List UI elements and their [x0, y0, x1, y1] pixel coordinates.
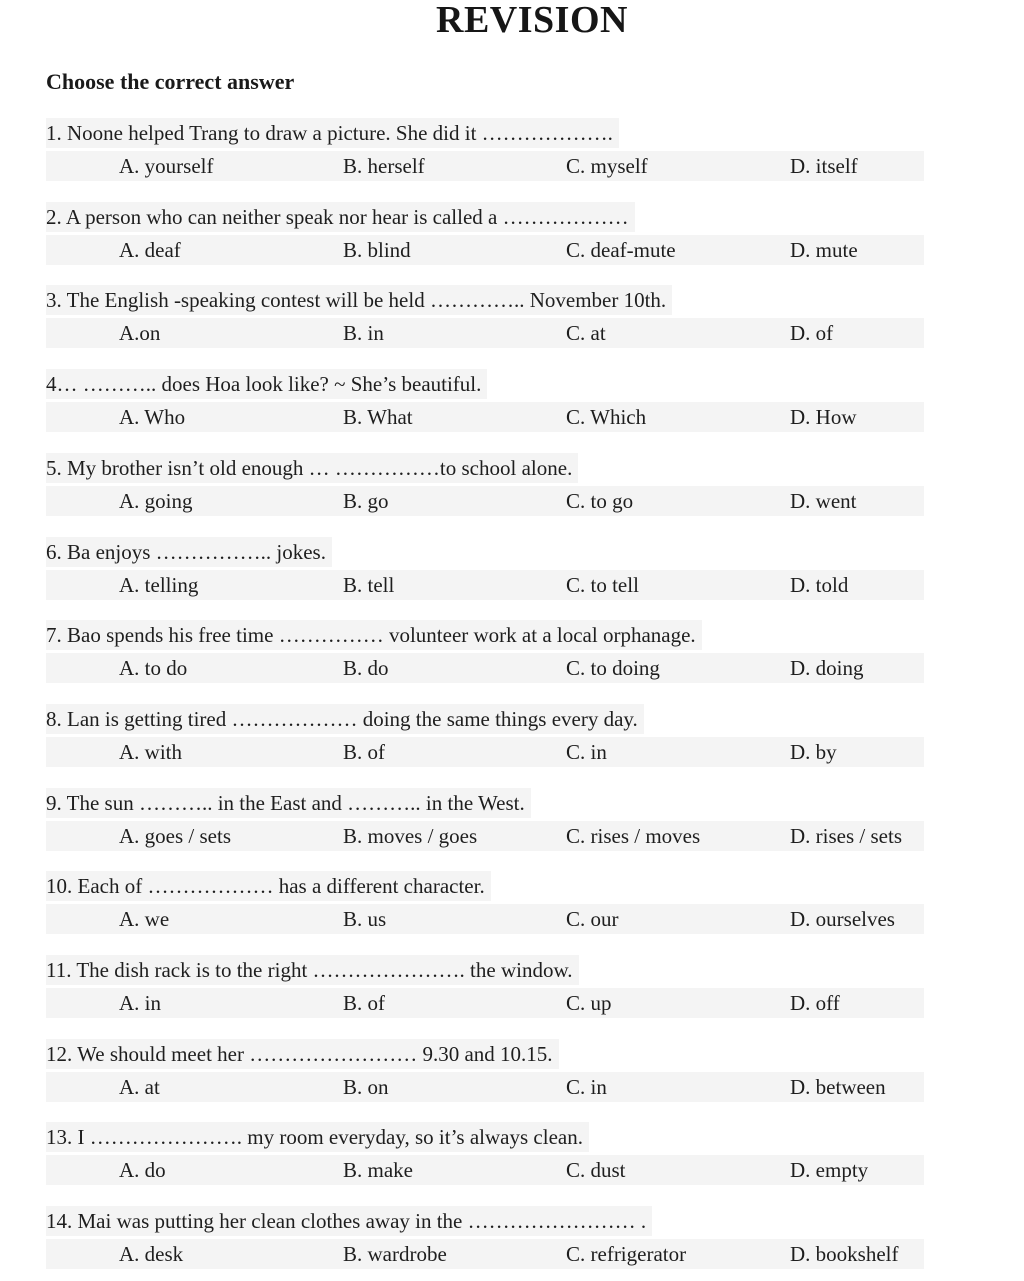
answer-option: B. wardrobe — [343, 1242, 447, 1266]
answer-option: D. went — [790, 489, 857, 513]
answer-option: C. at — [566, 321, 606, 345]
question-stem: 1. Noone helped Trang to draw a picture. She did it ………………. — [46, 118, 619, 148]
answer-option: B. us — [343, 907, 387, 931]
question-6 — [0, 537, 1024, 607]
question-3 — [0, 285, 1024, 355]
answer-option: C. our — [566, 907, 619, 931]
answer-option: A. with — [119, 740, 182, 764]
answer-option: C. deaf-mute — [566, 238, 676, 262]
answer-options — [46, 1239, 924, 1269]
answer-option: A. desk — [119, 1242, 184, 1266]
answer-options — [46, 570, 924, 600]
question-14 — [0, 1206, 1024, 1276]
answer-options — [46, 151, 924, 181]
question-4 — [0, 369, 1024, 439]
answer-option: A. telling — [119, 573, 199, 597]
question-1 — [0, 118, 1024, 188]
question-12 — [0, 1039, 1024, 1109]
answer-option: D. of — [790, 321, 834, 345]
question-stem: 8. Lan is getting tired ……………… doing the same things every day. — [46, 704, 644, 734]
answer-option: C. dust — [566, 1158, 626, 1182]
answer-option: D. told — [790, 573, 849, 597]
answer-option: D. How — [790, 405, 857, 429]
answer-option: A. we — [119, 907, 170, 931]
question-8 — [0, 704, 1024, 774]
question-stem: 4… ……….. does Hoa look like? ~ She’s beautiful. — [46, 369, 487, 399]
answer-option: C. in — [566, 740, 607, 764]
question-stem: 2. A person who can neither speak nor hear is called a ……………… — [46, 202, 635, 232]
question-stem: 5. My brother isn’t old enough … ……………to school alone. — [46, 453, 578, 483]
answer-option: C. up — [566, 991, 612, 1015]
answer-option: D. ourselves — [790, 907, 895, 931]
answer-options — [46, 988, 924, 1018]
answer-options — [46, 737, 924, 767]
question-stem: 14. Mai was putting her clean clothes away in the …………………… . — [46, 1206, 652, 1236]
answer-option: D. bookshelf — [790, 1242, 899, 1266]
instruction: Choose the correct answer — [46, 69, 295, 94]
answer-option: C. myself — [566, 154, 648, 178]
answer-option: A. do — [119, 1158, 166, 1182]
answer-options — [46, 821, 924, 851]
answer-option: D. mute — [790, 238, 858, 262]
answer-option: A. to do — [119, 656, 188, 680]
answer-option: D. off — [790, 991, 840, 1015]
answer-option: A. Who — [119, 405, 186, 429]
answer-options — [46, 402, 924, 432]
answer-options — [46, 486, 924, 516]
question-7 — [0, 620, 1024, 690]
answer-option: A. in — [119, 991, 161, 1015]
question-stem: 12. We should meet her …………………… 9.30 and 10.15. — [46, 1039, 559, 1069]
answer-option: B. on — [343, 1075, 389, 1099]
question-9 — [0, 788, 1024, 858]
answer-option: C. refrigerator — [566, 1242, 687, 1266]
answer-option: A. goes / sets — [119, 824, 231, 848]
question-stem: 3. The English -speaking contest will be held ………….. November 10th. — [46, 285, 672, 315]
answer-options — [46, 904, 924, 934]
answer-option: C. rises / moves — [566, 824, 701, 848]
answer-option: B. make — [343, 1158, 413, 1182]
answer-option: A.on — [119, 321, 161, 345]
question-stem: 11. The dish rack is to the right …………………. the window. — [46, 955, 579, 985]
answer-option: B. in — [343, 321, 384, 345]
question-stem: 13. I …………………. my room everyday, so it’s always clean. — [46, 1122, 589, 1152]
answer-option: D. doing — [790, 656, 864, 680]
answer-option: B. moves / goes — [343, 824, 478, 848]
answer-option: B. tell — [343, 573, 395, 597]
answer-option: A. yourself — [119, 154, 214, 178]
answer-option: B. of — [343, 991, 385, 1015]
answer-options — [46, 235, 924, 265]
answer-option: A. at — [119, 1075, 160, 1099]
answer-option: B. do — [343, 656, 389, 680]
question-13 — [0, 1122, 1024, 1192]
answer-option: C. to tell — [566, 573, 639, 597]
question-5 — [0, 453, 1024, 523]
question-stem: 7. Bao spends his free time …………… volunteer work at a local orphanage. — [46, 620, 702, 650]
answer-option: A. going — [119, 489, 193, 513]
answer-options — [46, 318, 924, 348]
answer-options — [46, 653, 924, 683]
question-stem: 6. Ba enjoys …………….. jokes. — [46, 537, 332, 567]
answer-option: C. to go — [566, 489, 634, 513]
answer-option: C. to doing — [566, 656, 660, 680]
answer-option: C. in — [566, 1075, 607, 1099]
page-title: REVISION — [436, 0, 628, 41]
answer-option: D. rises / sets — [790, 824, 902, 848]
question-stem: 10. Each of ……………… has a different character. — [46, 871, 491, 901]
answer-option: B. herself — [343, 154, 425, 178]
answer-option: D. between — [790, 1075, 886, 1099]
answer-option: B. go — [343, 489, 389, 513]
answer-option: B. blind — [343, 238, 411, 262]
answer-option: D. empty — [790, 1158, 869, 1182]
question-stem: 9. The sun ……….. in the East and ……….. in the West. — [46, 788, 531, 818]
question-11 — [0, 955, 1024, 1025]
answer-options — [46, 1155, 924, 1185]
answer-option: C. Which — [566, 405, 647, 429]
answer-option: B. of — [343, 740, 385, 764]
question-10 — [0, 871, 1024, 941]
answer-option: D. by — [790, 740, 837, 764]
answer-option: A. deaf — [119, 238, 181, 262]
answer-option: D. itself — [790, 154, 858, 178]
answer-option: B. What — [343, 405, 413, 429]
question-2 — [0, 202, 1024, 272]
answer-options — [46, 1072, 924, 1102]
